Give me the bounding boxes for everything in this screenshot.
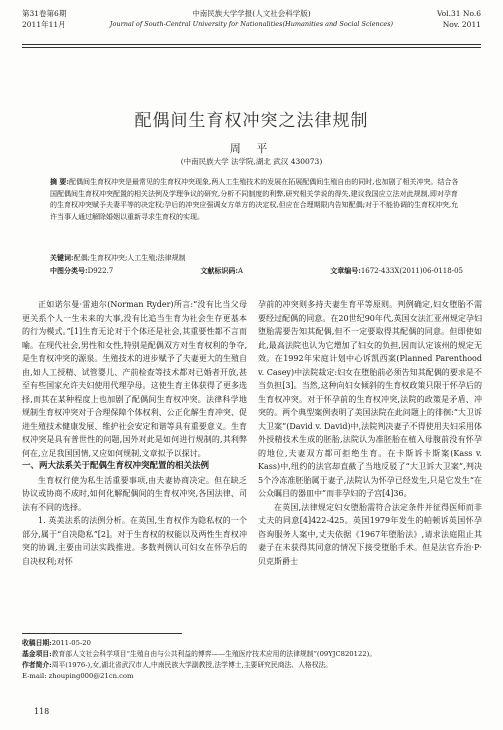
- keywords-label: 关键词:: [50, 253, 74, 262]
- journal-name-en: Journal of South-Central University for Nationalities(Humanities and Social Sciences): [109, 20, 394, 28]
- body-paragraph: 孕前的冲突则多持夫妻生育平等原则。判例确定,妇女堕胎不需要经过配偶的同意。在20世纪90年代,英国女法汇亚州规定孕妇堕胎需要告知其配偶,但不一定要取得其配偶的同意。但即使如此,最高法院也认为它增加了妇女的负担,因而认定该州的规定无效。在1992年宋庭计划中心诉凯西案(Planned Parenthood v. Casey)中法院裁定:妇女在堕胎前必须告知其配偶的要求是不当负担[3]。当然,这种向妇女倾斜的生育权政策只限于怀孕后的生育权冲突。对于怀孕前的生育权冲突,法院的政策是矛盾、冲突的。两个典型案例表明了美国法院在此问题上的徘徊:“大卫诉大卫案”(David v. David)中,法院判决妻子不得使用夫妇采用体外授精技术生成的胚胎,法院认为准胚胎在植入母腹前没有怀孕的地位,夫妻双方都可拒绝生育。在卡斯诉卡斯案(Kass v. Kass)中,纽约的法官却直截了当地反驳了“大卫诉大卫案”,判决5个冷冻准胚胎属于妻子,法院认为怀孕已经发生,只是它发生“在公众瞩目的器皿中”而非孕妇的子宫[4]36。: [258, 300, 482, 498]
- abstract-label: 摘 要:: [50, 177, 70, 186]
- header-rule-thin: [22, 47, 481, 48]
- author-name: 周 平: [229, 142, 274, 155]
- abstract-text: 配偶间生育权冲突是最常见的生育权冲突现象,两人工生殖技术的发展在拓展配偶间生殖自由的同时,也加剧了相关冲突。结合各国配偶间生育权冲突配置的相关法例及学理争议的研究,分析不同制度的利弊,研究相关学说的得失,建议我国应立法对此规制,即对孕育的生育权冲突赋予夫妻平等的决定权;孕后的冲突应强调女方单方的决定权,但应在合理期限内告知配偶;对于不能协调的生育权冲突,允许当事人通过解除婚姻以重新寻求生育权的实现。: [50, 178, 459, 221]
- body-column-right: [258, 298, 482, 568]
- body-paragraph: 1. 英美法系的法例分析。在英国,生育权作为隐私权的一个部分,属于“自决隐私”[2]。对于生育权的权能以及两性生育权冲突的协调,主要由司法实践推进。多数判例认可妇女在怀孕后的自决权利;对怀: [22, 516, 247, 566]
- body-paragraph: 生育权行使为私生活重要事项,由夫妻协商决定。但在缺乏协议或协商不成时,如何化解配偶间的生育权冲突,各国法律、司法有不同的选择。: [22, 475, 247, 512]
- header-center: [92, 8, 411, 30]
- journal-name-cn: 中南民族大学学报(人文社会科学版): [192, 9, 311, 18]
- body-paragraph: 在英国,法律规定妇女堕胎需符合法定条件并征得医师而非丈夫的同意[4]422-425。英国1979年发生的帕顿诉英国怀孕咨询服务人案中,丈夫依据《1967年堕胎法》,请求法庭阻止其妻子在未获得其同意的情况下接受堕胎手术。但是法官乔治·P·贝克斯爵士: [258, 502, 482, 566]
- volume-issue: 第31卷第6期: [22, 9, 67, 18]
- running-header: [22, 8, 481, 44]
- header-rule: [22, 44, 481, 45]
- issue-date-en: Nov. 2011: [442, 20, 481, 29]
- keywords: [50, 252, 463, 264]
- article-id: 文章编号:1672-433X(2011)06-0118-05: [330, 266, 463, 275]
- footnotes: [22, 638, 481, 682]
- header-left: [22, 8, 66, 30]
- author-affiliation: (中南民族大学 法学院,湖北 武汉 430073): [180, 157, 323, 166]
- clc-number: 中图分类号:D922.7: [50, 266, 114, 275]
- body-column-left: [22, 298, 247, 568]
- article-title: 配偶间生育权冲突之法律规制: [134, 111, 369, 131]
- abstract: [50, 176, 463, 223]
- section-heading: 一、两大法系关于配偶生育权冲突配置的相关法例: [22, 461, 210, 471]
- footnote-rule: [22, 633, 182, 634]
- page-number: 118: [34, 707, 50, 716]
- header-right: [437, 8, 481, 30]
- keywords-text: 配偶;生育权冲突;人工生殖;法律规制: [73, 254, 186, 262]
- issue-date: 2011年11月: [22, 20, 66, 29]
- body-paragraph: 正如诺尔曼·雷迪尔(Norman Ryder)所言:“没有比当父母更关系个人一生未来的大事,没有比追当生育为社会生存更基本的行为模式。”[1]生育无论对于个体还是社会,其重要性都不言而喻。在现代社会,男性和女性,特别是配偶双方对生育权利的争夺,是生育权冲突的源泉。生殖技术的进步赋予了夫妻更大的生殖自由,如人工授精、试管婴儿、产前检查等技术都对已婚者开放,甚至有些国家允许夫妇使用代理孕母。这使生育主体获得了更多选择,而其在某种程度上也加剧了配偶间生育权冲突。法律科学地规制生育权冲突对于合理保障个体权利、公正化解生育冲突、促进生殖技术健康发展、维护社会安定和谐等具有重要意义。生育权冲突是具有普世性的问题,国外对此是如何进行规制的,其利弊何在,立足我国国情,又应如何规制,文章拟予以探讨。: [22, 300, 247, 458]
- classification-line: [50, 266, 463, 276]
- author-email: E-mail: zhouping000@21cn.com: [22, 672, 134, 680]
- volume-issue-en: Vol.31 No.6: [436, 9, 481, 18]
- fund-info: 基金项目:教育部人文社会科学项目“生殖自由与公共利益的博弈——生殖医疗技术应用的法律规制”(09YJC820122)。: [22, 650, 377, 658]
- author-bio: 作者简介:周平(1976-),女,湖北省武汉市人,中南民族大学副教授,法学博士,主要研究民商法、人格权法。: [22, 661, 333, 669]
- received-date: 收稿日期:2011-05-20: [22, 639, 91, 647]
- document-code: 文献标识码:A: [200, 266, 244, 275]
